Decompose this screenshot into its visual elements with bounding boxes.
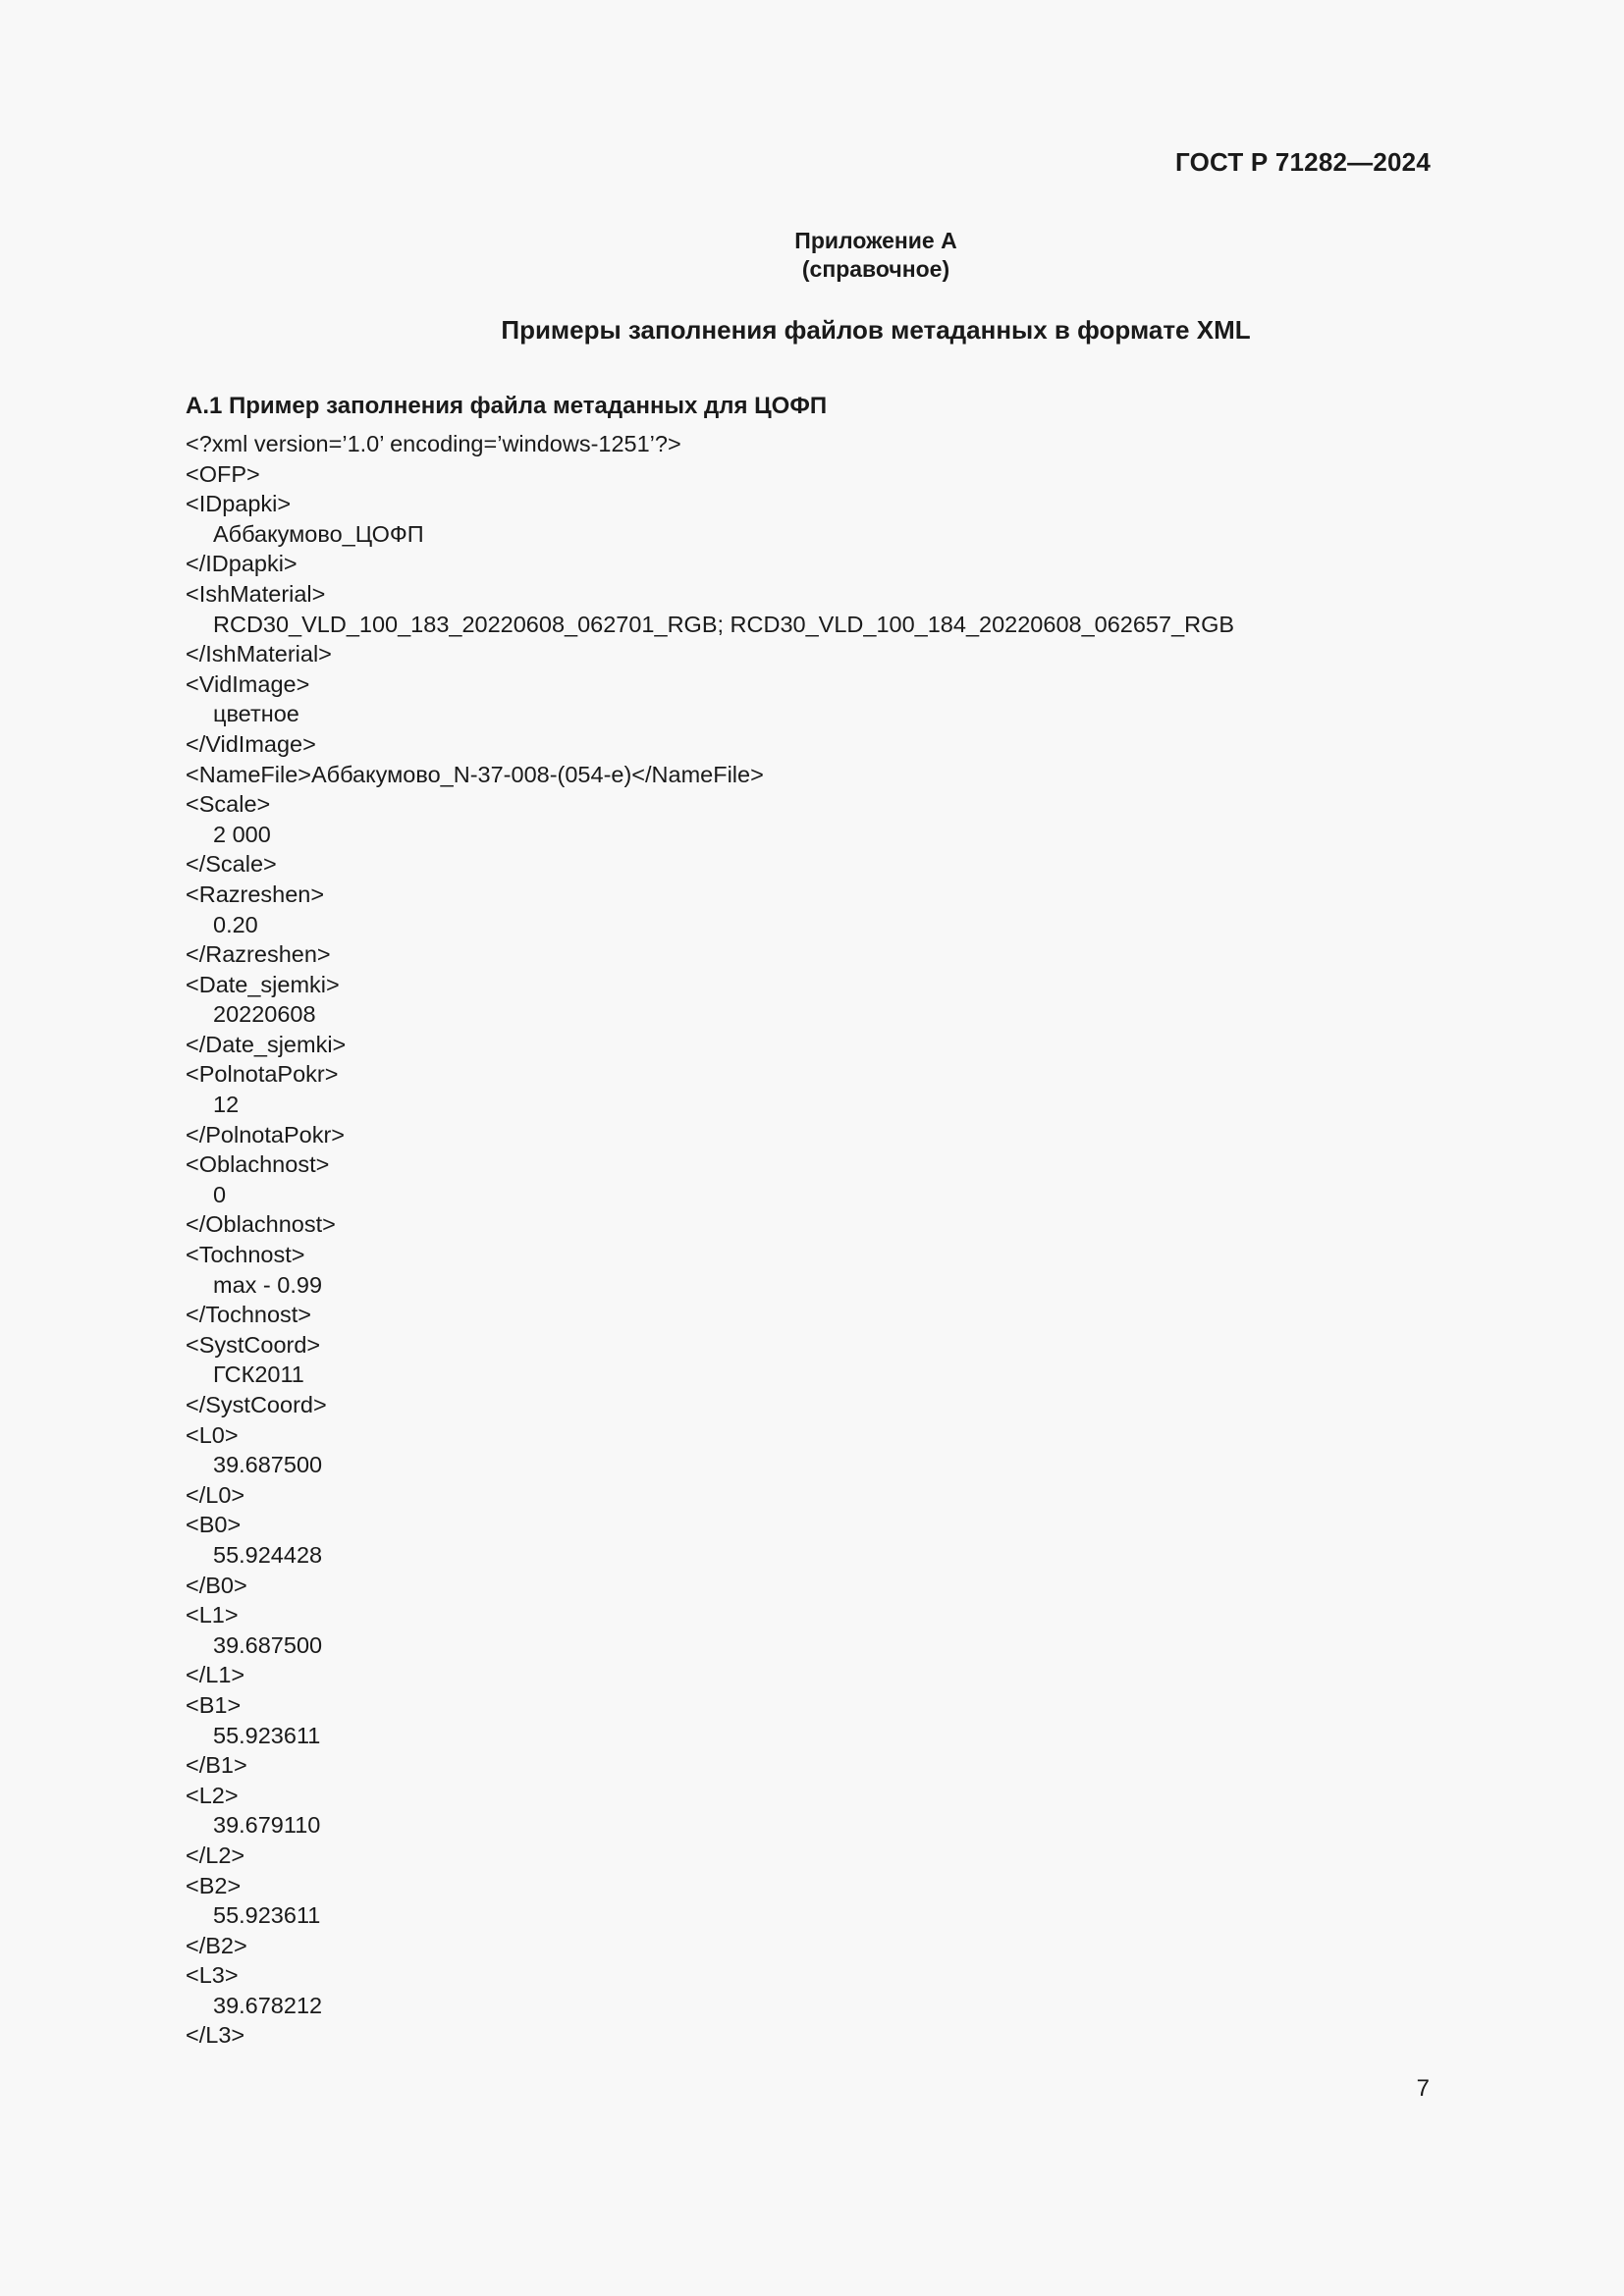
xml-line: <VidImage> [186,670,310,697]
xml-line: </IDpapki> [186,551,298,577]
xml-line: <?xml version=’1.0’ encoding=’windows-1251’?> [186,431,681,456]
xml-line: 55.923611 [213,1722,321,1748]
xml-line: 39.678212 [213,1992,323,2018]
xml-line: 0.20 [213,911,258,937]
appendix-title: Приложение А [794,228,957,253]
xml-line: <Tochnost> [186,1242,305,1268]
xml-line: 55.923611 [213,1902,321,1929]
xml-line: </Date_sjemki> [186,1031,347,1057]
xml-line: </Razreshen> [186,941,331,968]
xml-line: </L3> [186,2022,245,2049]
xml-line: <L3> [186,1962,239,1989]
xml-line: <Date_sjemki> [186,971,340,997]
xml-line: <NameFile>Аббакумово_N-37-008-(054-е)</NameFile> [186,761,764,787]
appendix-heading [0,227,1624,284]
xml-line: </L0> [186,1481,245,1508]
xml-line: <SystCoord> [186,1331,321,1358]
xml-line: <IshMaterial> [186,580,326,607]
xml-line: цветное [213,701,299,727]
xml-line: <B2> [186,1872,242,1898]
xml-line: </PolnotaPokr> [186,1121,345,1148]
xml-line: <Razreshen> [186,881,325,907]
xml-line: <L0> [186,1421,239,1448]
xml-line: </SystCoord> [186,1392,327,1417]
xml-line: 39.687500 [213,1452,323,1478]
xml-line: 20220608 [213,1001,316,1028]
xml-listing [186,429,1462,2051]
xml-line: </Tochnost> [186,1302,312,1328]
xml-line: max - 0.99 [213,1271,323,1298]
appendix-subtitle: (справочное) [801,256,950,282]
page-title: Примеры заполнения файлов метаданных в формате XML [501,315,1251,345]
xml-line: </B1> [186,1752,247,1779]
xml-line: 2 000 [213,821,271,847]
xml-line: ГСК2011 [213,1362,304,1388]
section-title: А.1 Пример заполнения файла метаданных для ЦОФП [186,393,828,419]
page-number: 7 [1416,2075,1430,2102]
xml-line: </B2> [186,1932,247,1958]
xml-line: </Scale> [186,851,277,878]
xml-line: 55.924428 [213,1541,323,1568]
xml-line: <L2> [186,1782,239,1808]
xml-line: <IDpapki> [186,491,292,517]
document-code: ГОСТ Р 71282—2024 [1175,147,1431,177]
xml-line: <B1> [186,1691,242,1718]
xml-line: 39.679110 [213,1812,321,1839]
xml-line: </Oblachnost> [186,1211,336,1238]
xml-line: 0 [213,1181,227,1207]
xml-line: <B0> [186,1512,242,1538]
xml-line: </L1> [186,1662,245,1688]
xml-line: </VidImage> [186,730,316,757]
xml-line: 39.687500 [213,1631,323,1658]
xml-line: <Scale> [186,791,271,818]
xml-line: </IshMaterial> [186,641,332,667]
xml-line: </L2> [186,1842,245,1868]
xml-line: <L1> [186,1602,239,1629]
xml-line: <OFP> [186,460,260,487]
xml-line: Аббакумово_ЦОФП [213,520,424,547]
xml-line: </B0> [186,1572,247,1598]
xml-line: RCD30_VLD_100_183_20220608_062701_RGB; RCD30_VLD_100_184_20220608_062657_RGB [213,611,1235,637]
xml-line: <PolnotaPokr> [186,1061,339,1088]
xml-line: 12 [213,1092,240,1118]
xml-line: <Oblachnost> [186,1151,330,1178]
